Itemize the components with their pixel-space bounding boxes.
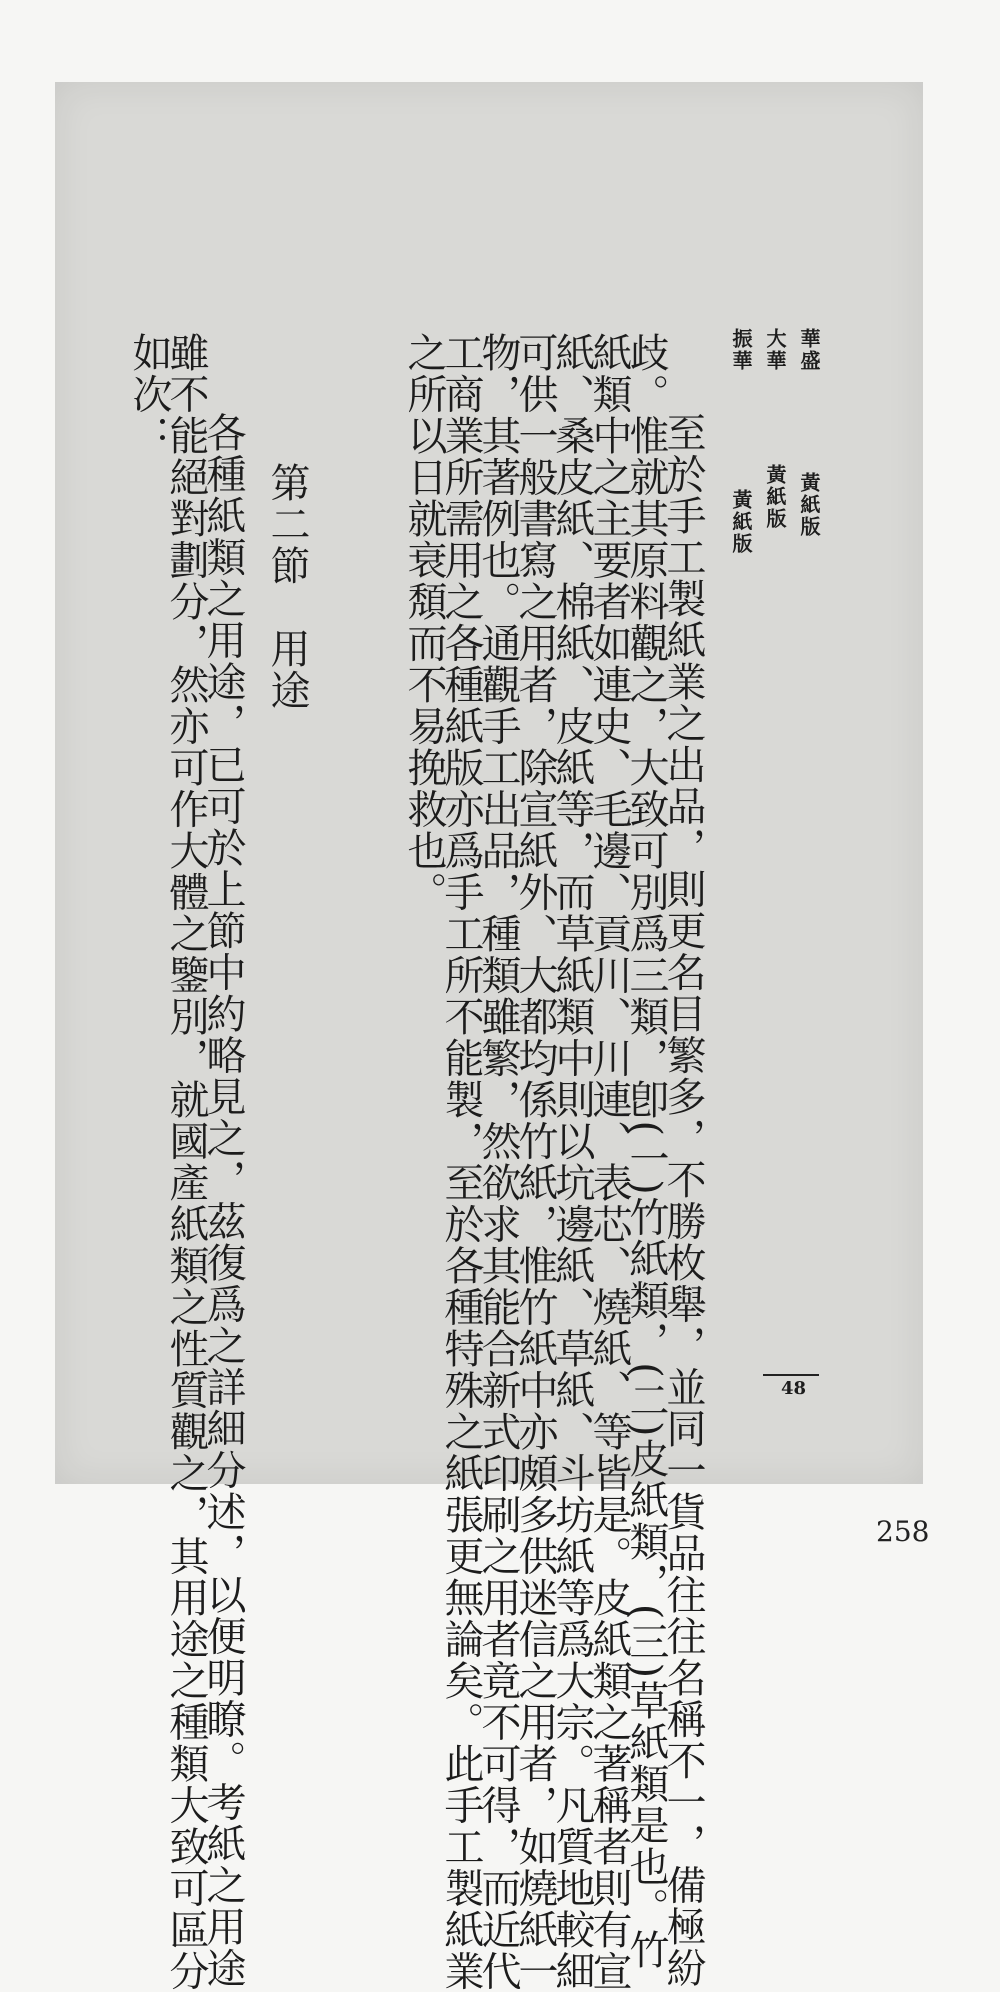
header-name: 華盛 [797, 328, 821, 372]
body-text-column: 各種紙類之用途，已可於上節中約略見之，茲復爲之詳細分述，以便明瞭。考紙之用途 [200, 412, 246, 1989]
header-version: 黃紙版 [763, 464, 787, 530]
body-text-column: 工商業所需用之各種紙版亦爲手工所不能製，至於各種特殊之紙張更無論矣。此手工製紙業 [438, 332, 484, 1992]
body-text-column: 至於手工製紙業之出品，則更名目繁多，不勝枚舉，並同一貨品往往名稱不一，備極紛 [660, 412, 706, 1989]
body-text-column: 物，其著例也。通觀手工出品，種類雖繁，然欲求其能合新式印刷之用者竟不可得，而近代 [475, 332, 521, 1992]
body-text-column: 雖不能絕對劃分，然亦可作大體之鑒別，就國產紙類之性質觀之，其用途之種類大致可區分 [163, 332, 209, 1992]
body-text-column: 如次： [126, 332, 172, 457]
header-version: 黃紙版 [729, 489, 753, 555]
section-heading: 第二節 用途 [264, 462, 310, 711]
body-text-column: 紙、桑皮紙、棉紙、皮紙等，而草紙類中則以坑邊紙、草紙、斗坊紙等爲大宗。凡質地較細 [549, 332, 595, 1992]
header-name: 大華 [763, 328, 787, 372]
header-name: 振華 [729, 328, 753, 372]
body-text-column: 可供一般書寫之用者，除宣紙外、大都均係竹紙，惟竹紙中亦頗多供迷信之用者，如燒紙一 [512, 332, 558, 1992]
body-text-column: 歧。惟就其原料觀之，大致可別爲三類，卽(一)竹紙類，(二)皮紙類，(三)草紙類是也。竹 [623, 332, 669, 1971]
header-version: 黃紙版 [797, 472, 821, 538]
page-number-rule [763, 1374, 819, 1376]
body-text-column: 之所以日就衰頽而不易挽救也。 [401, 332, 447, 913]
scan-page-number: 258 [876, 1515, 930, 1548]
inner-page-number: 48 [781, 1378, 807, 1399]
body-text-column: 紙類中之主要者如連史、毛邊、貢川、川連、表芯、燒紙、等皆是。皮紙類之著稱者則有宣 [586, 332, 632, 1992]
